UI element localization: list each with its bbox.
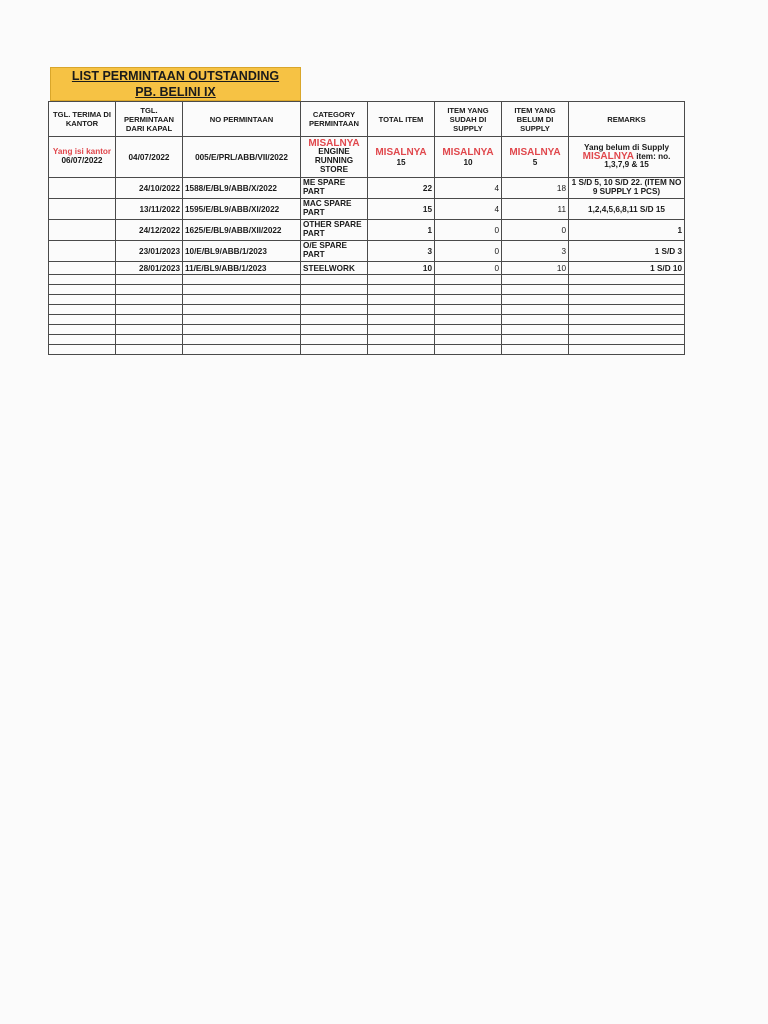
cell-category: STEELWORK	[301, 262, 368, 275]
cell-tgl-terima	[49, 199, 116, 220]
example-note: MISALNYA	[509, 147, 561, 158]
cell-belum: 10	[502, 262, 569, 275]
cell-tgl-permintaan: 24/10/2022	[116, 178, 183, 199]
empty-row	[49, 275, 685, 285]
empty-row	[49, 345, 685, 355]
header-cell: TGL. PERMINTAAN DARI KAPAL	[116, 102, 183, 137]
cell-tgl-permintaan: 23/01/2023	[116, 241, 183, 262]
example-value: 5	[532, 158, 538, 167]
cell-remarks: 1,2,4,5,6,8,11 S/D 15	[569, 199, 685, 220]
cell-total: 10	[368, 262, 435, 275]
cell-total: 22	[368, 178, 435, 199]
cell-no-permintaan: 1588/E/BL9/ABB/X/2022	[183, 178, 301, 199]
example-cell	[301, 137, 368, 178]
cell-no-permintaan: 1625/E/BL9/ABB/XII/2022	[183, 220, 301, 241]
example-note: MISALNYA	[308, 137, 360, 149]
example-note: Yang isi kantor	[52, 147, 112, 157]
table-row	[49, 178, 685, 199]
example-note: MISALNYA	[442, 147, 494, 158]
example-note: MISALNYA	[375, 147, 427, 158]
example-cell: 04/07/2022	[116, 137, 183, 178]
example-row	[49, 137, 685, 178]
cell-belum: 3	[502, 241, 569, 262]
title-box	[50, 67, 301, 101]
empty-row	[49, 285, 685, 295]
header-cell: REMARKS	[569, 102, 685, 137]
cell-sudah: 4	[435, 199, 502, 220]
empty-row	[49, 305, 685, 315]
vessel-name: PB. BELINI IX	[135, 85, 216, 99]
cell-sudah: 4	[435, 178, 502, 199]
cell-tgl-terima	[49, 241, 116, 262]
example-cell	[368, 137, 435, 178]
outstanding-request-table	[48, 101, 685, 355]
cell-tgl-permintaan: 24/12/2022	[116, 220, 183, 241]
table-row	[49, 241, 685, 262]
table-row	[49, 262, 685, 275]
example-value: 10	[463, 158, 473, 167]
header-cell: TGL. TERIMA DI KANTOR	[49, 102, 116, 137]
cell-remarks: 1 S/D 5, 10 S/D 22. (ITEM NO 9 SUPPLY 1 PCS)	[569, 178, 685, 199]
cell-tgl-terima	[49, 262, 116, 275]
cell-category: MAC SPARE PART	[301, 199, 368, 220]
example-value: item: no.	[633, 151, 671, 161]
cell-tgl-terima	[49, 220, 116, 241]
cell-total: 1	[368, 220, 435, 241]
cell-category: OTHER SPARE PART	[301, 220, 368, 241]
cell-no-permintaan: 1595/E/BL9/ABB/XI/2022	[183, 199, 301, 220]
cell-no-permintaan: 10/E/BL9/ABB/1/2023	[183, 241, 301, 262]
empty-row	[49, 335, 685, 345]
table-row	[49, 220, 685, 241]
example-note: MISALNYA	[582, 150, 634, 162]
header-cell: CATEGORY PERMINTAAN	[301, 102, 368, 137]
example-cell	[435, 137, 502, 178]
sheet-title: LIST PERMINTAAN OUTSTANDING	[71, 69, 280, 83]
cell-remarks: 1 S/D 10	[569, 262, 685, 275]
example-value: 1,3,7,9 & 15	[604, 160, 649, 170]
example-value: Yang belum di Supply	[583, 143, 670, 153]
cell-tgl-permintaan: 28/01/2023	[116, 262, 183, 275]
header-cell: ITEM YANG BELUM DI SUPPLY	[502, 102, 569, 137]
example-value: 15	[396, 158, 406, 167]
header-cell: NO PERMINTAAN	[183, 102, 301, 137]
cell-remarks: 1 S/D 3	[569, 241, 685, 262]
cell-total: 15	[368, 199, 435, 220]
example-cell	[49, 137, 116, 178]
cell-tgl-permintaan: 13/11/2022	[116, 199, 183, 220]
cell-remarks: 1	[569, 220, 685, 241]
cell-no-permintaan: 11/E/BL9/ABB/1/2023	[183, 262, 301, 275]
empty-row	[49, 325, 685, 335]
cell-sudah: 0	[435, 220, 502, 241]
cell-category: ME SPARE PART	[301, 178, 368, 199]
table-row	[49, 199, 685, 220]
cell-tgl-terima	[49, 178, 116, 199]
header-row	[49, 102, 685, 137]
empty-row	[49, 315, 685, 325]
cell-category: O/E SPARE PART	[301, 241, 368, 262]
example-value: ENGINE RUNNING STORE	[314, 147, 354, 174]
empty-row	[49, 295, 685, 305]
example-cell	[569, 137, 685, 178]
cell-belum: 18	[502, 178, 569, 199]
cell-belum: 0	[502, 220, 569, 241]
example-cell	[502, 137, 569, 178]
cell-sudah: 0	[435, 262, 502, 275]
example-value: 06/07/2022	[61, 156, 103, 165]
cell-belum: 11	[502, 199, 569, 220]
header-cell: TOTAL ITEM	[368, 102, 435, 137]
header-cell: ITEM YANG SUDAH DI SUPPLY	[435, 102, 502, 137]
cell-total: 3	[368, 241, 435, 262]
cell-sudah: 0	[435, 241, 502, 262]
example-cell: 005/E/PRL/ABB/VII/2022	[183, 137, 301, 178]
